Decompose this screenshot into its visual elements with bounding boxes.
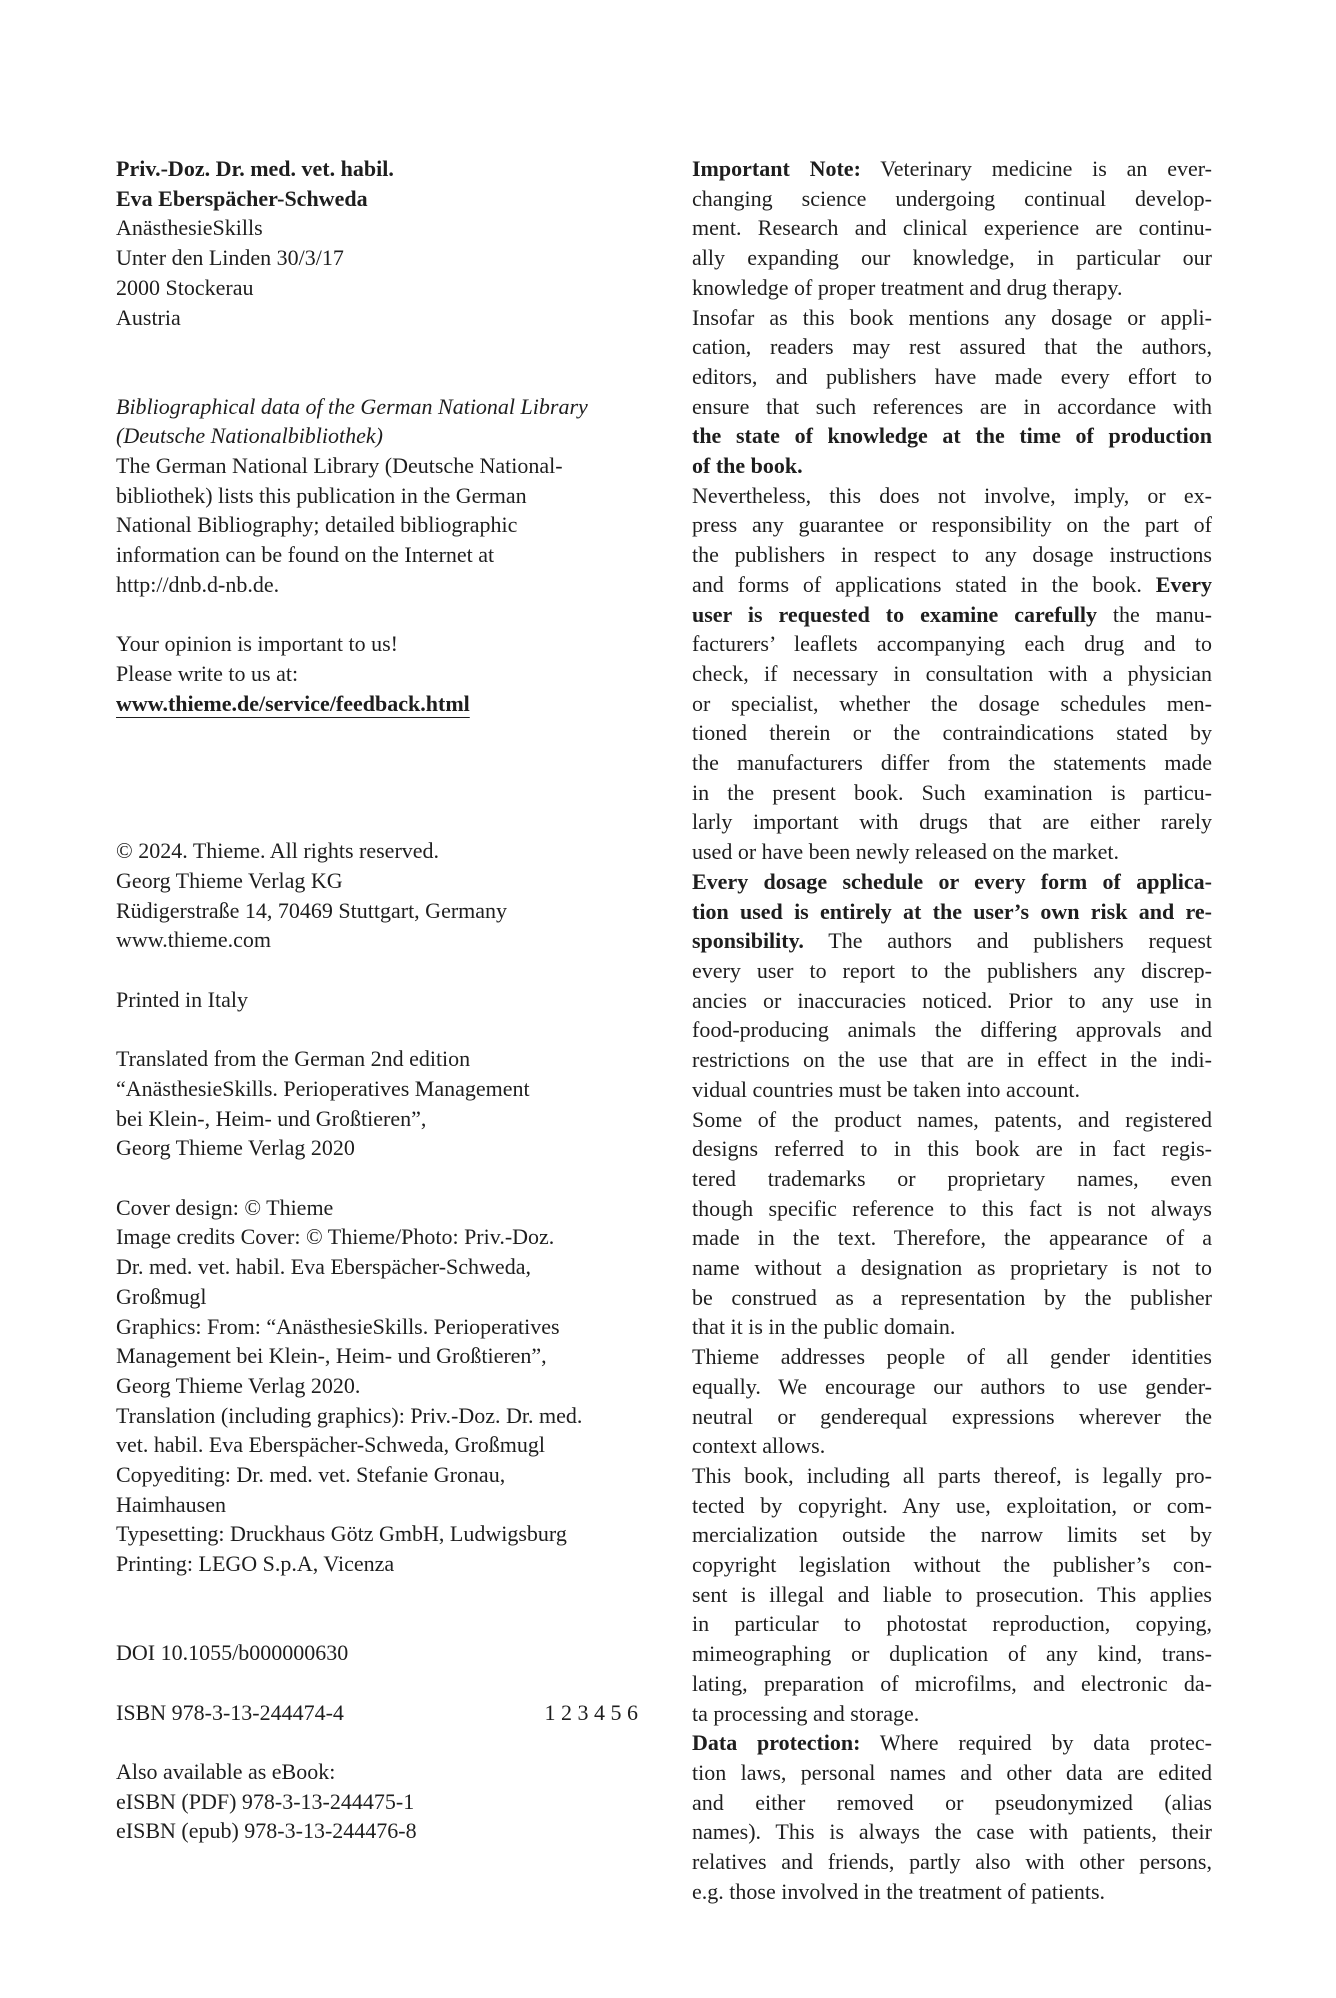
note-line [692,1402,1212,1432]
note-text: Insofar as this book mentions any dosage or appli- [692,304,1212,330]
note-line [692,659,1212,689]
note-text: tected by copyright. Any use, exploitation, or com- [692,1492,1212,1518]
note-text: name without a designation as proprietary is not to [692,1255,1212,1281]
ebook-block [116,1757,646,1846]
credit-line: Image credits Cover: © Thieme/Photo: Priv.-Doz. [116,1224,555,1250]
note-line [692,689,1212,719]
opinion-text: Please write to us at: [116,660,299,686]
note-text: changing science undergoing continual develop- [692,185,1212,211]
isbn: ISBN 978-3-13-244474-4 [116,1699,344,1725]
credit-line: Großmugl [116,1283,207,1309]
note-text: and either removed or pseudonymized (alias [692,1789,1212,1815]
note-text: designs referred to in this book are in fact regis- [692,1136,1212,1162]
note-text: equally. We encourage our authors to use gender- [692,1373,1212,1399]
note-line [692,807,1212,837]
note-line [692,481,1212,511]
credit-line: Graphics: From: “AnästhesieSkills. Perioperatives [116,1313,560,1339]
publisher-website: www.thieme.com [116,927,271,953]
note-text: restrictions on the use that are in effect in the indi- [692,1047,1212,1073]
note-line [692,392,1212,422]
note-text: used or have been newly released on the market. [692,839,1119,865]
biblio-text: information can be found on the Internet at [116,542,495,568]
note-text: e.g. those involved in the treatment of patients. [692,1878,1106,1904]
note-bold-text: user is requested to examine carefully [692,601,1097,627]
biblio-text: The German National Library (Deutsche National- [116,453,563,479]
note-line [692,213,1212,243]
note-line [692,778,1212,808]
note-line [692,629,1212,659]
author-title: Priv.-Doz. Dr. med. vet. habil. [116,156,394,181]
note-line [692,1342,1212,1372]
note-line [692,926,1212,956]
note-text: names). This is always the case with patients, their [692,1819,1212,1845]
note-text: cation, readers may rest assured that the authors, [692,334,1212,360]
address-line: Austria [116,304,181,330]
note-text: copyright legislation without the publisher’s con- [692,1552,1212,1578]
eisbn-epub: eISBN (epub) 978-3-13-244476-8 [116,1818,417,1844]
note-line [692,986,1212,1016]
note-line [692,1015,1212,1045]
print-run: 1 2 3 4 5 6 [544,1699,638,1725]
note-text: tioned therein or the contraindications stated by [692,720,1212,746]
note-line [692,1699,1212,1729]
note-bold-text: Every [1155,571,1212,597]
note-line [692,1312,1212,1342]
note-line [692,1045,1212,1075]
note-line [692,1491,1212,1521]
note-line [692,451,1212,481]
address-line: AnästhesieSkills [116,215,263,241]
note-text: tion laws, personal names and other data are edited [692,1759,1212,1785]
note-line [692,956,1212,986]
feedback-link[interactable]: www.thieme.de/service/feedback.html [116,690,470,716]
note-line [692,243,1212,273]
note-text: and forms of applications stated in the book. [692,571,1156,597]
eisbn-pdf: eISBN (PDF) 978-3-13-244475-1 [116,1788,415,1814]
author-block [116,154,646,332]
note-text: that it is in the public domain. [692,1314,956,1340]
note-text: ensure that such references are in accordance with [692,393,1212,419]
note-line [692,273,1212,303]
feedback-block [116,629,646,718]
note-bold-text: Every dosage schedule or every form of applica- [692,868,1212,894]
biblio-text: bibliothek) lists this publication in the German [116,482,527,508]
note-line [692,421,1212,451]
note-line [692,570,1212,600]
note-text: press any guarantee or responsibility on the part of [692,512,1212,538]
note-text: Some of the product names, patents, and registered [692,1106,1212,1132]
note-line [692,510,1212,540]
note-text: food-producing animals the differing approvals and [692,1017,1212,1043]
note-text: neutral or genderequal expressions wherever the [692,1403,1212,1429]
note-line [692,1223,1212,1253]
note-line [692,748,1212,778]
opinion-text: Your opinion is important to us! [116,631,398,657]
note-text: sent is illegal and liable to prosecution. This applies [692,1581,1212,1607]
credits-block [116,1193,646,1579]
note-text: Thieme addresses people of all gender identities [692,1344,1212,1370]
note-text: larly important with drugs that are either rarely [692,809,1212,835]
note-text: Veterinary medicine is an ever- [860,156,1212,181]
credit-line: Georg Thieme Verlag 2020. [116,1372,361,1398]
note-text: tered trademarks or proprietary names, even [692,1165,1212,1191]
note-text: or specialist, whether the dosage schedules men- [692,690,1212,716]
note-line [692,1372,1212,1402]
note-line [692,1877,1212,1907]
note-text: every user to report to the publishers any discrep- [692,957,1212,983]
credit-line: Management bei Klein-, Heim- und Großtieren”, [116,1343,547,1369]
note-line [692,837,1212,867]
translated-line: Translated from the German 2nd edition [116,1046,471,1072]
credit-line: Typesetting: Druckhaus Götz GmbH, Ludwigsburg [116,1521,567,1547]
note-line [692,1550,1212,1580]
biblio-heading-sub: (Deutsche Nationalbibliothek) [116,423,383,449]
note-text: The authors and publishers request [803,928,1212,954]
biblio-text: http://dnb.d-nb.de. [116,571,280,597]
credit-line: Printing: LEGO S.p.A, Vicenza [116,1551,395,1577]
note-text: in particular to photostat reproduction, copying, [692,1611,1212,1637]
note-line [692,362,1212,392]
ebook-heading: Also available as eBook: [116,1759,336,1785]
note-text: editors, and publishers have made every effort to [692,363,1212,389]
translated-line: bei Klein-, Heim- und Großtieren”, [116,1105,427,1131]
note-text: the publishers in respect to any dosage instructions [692,542,1212,568]
note-line [692,540,1212,570]
translated-line: “AnästhesieSkills. Perioperatives Management [116,1075,530,1101]
note-text: check, if necessary in consultation with a physician [692,660,1212,686]
note-line [692,1283,1212,1313]
note-text: relatives and friends, partly also with other persons, [692,1849,1212,1875]
note-line [692,718,1212,748]
note-bold-text: of the book. [692,453,803,479]
credit-line: Dr. med. vet. habil. Eva Eberspächer-Schweda, [116,1254,531,1280]
right-column-notes [692,154,1212,1906]
note-line [692,1609,1212,1639]
note-text: ancies or inaccuracies noticed. Prior to any use in [692,987,1212,1013]
note-line [692,1164,1212,1194]
address-line: 2000 Stockerau [116,274,254,300]
translation-block [116,1044,646,1163]
note-text: lating, preparation of microfilms, and electronic da- [692,1670,1212,1696]
credit-line: Copyediting: Dr. med. vet. Stefanie Gronau, [116,1462,506,1488]
note-text: be construed as a representation by the publisher [692,1284,1212,1310]
note-line [692,1639,1212,1669]
note-bold-text: the state of knowledge at the time of production [692,423,1212,449]
note-line [692,1817,1212,1847]
note-line [692,1253,1212,1283]
address-line: Unter den Linden 30/3/17 [116,245,344,271]
credit-line: vet. habil. Eva Eberspächer-Schweda, Großmugl [116,1432,546,1458]
note-line [692,1728,1212,1758]
note-line [692,1075,1212,1105]
note-text: in the present book. Such examination is particu- [692,779,1212,805]
note-bold-text: sponsibility. [692,928,804,954]
note-text: facturers’ leaflets accompanying each drug and to [692,631,1212,657]
author-name: Eva Eberspächer-Schweda [116,185,368,211]
note-bold-text: Data protection: [692,1730,861,1756]
note-text: context allows. [692,1433,826,1459]
biblio-text: National Bibliography; detailed bibliographic [116,512,518,538]
printed-in: Printed in Italy [116,986,248,1012]
note-line [692,1431,1212,1461]
note-text: mercialization outside the narrow limits set by [692,1522,1212,1548]
credit-line: Translation (including graphics): Priv.-Doz. Dr. med. [116,1402,583,1428]
note-text: This book, including all parts thereof, is legally pro- [692,1462,1212,1488]
note-text: mimeographing or duplication of any kind, trans- [692,1641,1212,1667]
note-text: ment. Research and clinical experience are continu- [692,215,1212,241]
note-line [692,600,1212,630]
note-line [692,897,1212,927]
bibliographic-block [116,392,646,600]
note-line [692,1847,1212,1877]
left-column [116,154,646,1846]
note-line [692,1788,1212,1818]
note-line [692,867,1212,897]
note-line [692,1194,1212,1224]
note-text: made in the text. Therefore, the appearance of a [692,1225,1212,1251]
note-line [692,332,1212,362]
doi: DOI 10.1055/b000000630 [116,1640,349,1666]
note-line [692,184,1212,214]
credit-line: Haimhausen [116,1491,226,1517]
note-text: though specific reference to this fact is not always [692,1195,1212,1221]
note-line [692,1580,1212,1610]
translated-line: Georg Thieme Verlag 2020 [116,1135,355,1161]
isbn-row [116,1698,638,1728]
note-text: ally expanding our knowledge, in particular our [692,245,1212,271]
note-line [692,303,1212,333]
note-text: vidual countries must be taken into account. [692,1076,1080,1102]
note-line [692,154,1212,184]
note-text: knowledge of proper treatment and drug therapy. [692,274,1123,300]
publisher-address: Rüdigerstraße 14, 70469 Stuttgart, Germany [116,897,508,923]
note-line [692,1520,1212,1550]
note-text: Where required by data protec- [860,1730,1212,1756]
publisher-name: Georg Thieme Verlag KG [116,868,343,894]
note-bold-text: tion used is entirely at the user’s own risk and re- [692,898,1212,924]
note-line [692,1669,1212,1699]
note-text: ta processing and storage. [692,1700,920,1726]
note-line [692,1461,1212,1491]
note-text: the manu- [1096,601,1212,627]
biblio-heading: Bibliographical data of the German National Library [116,393,588,419]
note-line [692,1105,1212,1135]
note-text: the manufacturers differ from the statements made [692,750,1212,776]
note-text: Nevertheless, this does not involve, imply, or ex- [692,482,1212,508]
note-bold-text: Important Note: [692,156,861,181]
credit-line: Cover design: © Thieme [116,1194,334,1220]
note-line [692,1758,1212,1788]
note-line [692,1134,1212,1164]
copyright-block [116,836,646,955]
copyright-line: © 2024. Thieme. All rights reserved. [116,838,440,864]
